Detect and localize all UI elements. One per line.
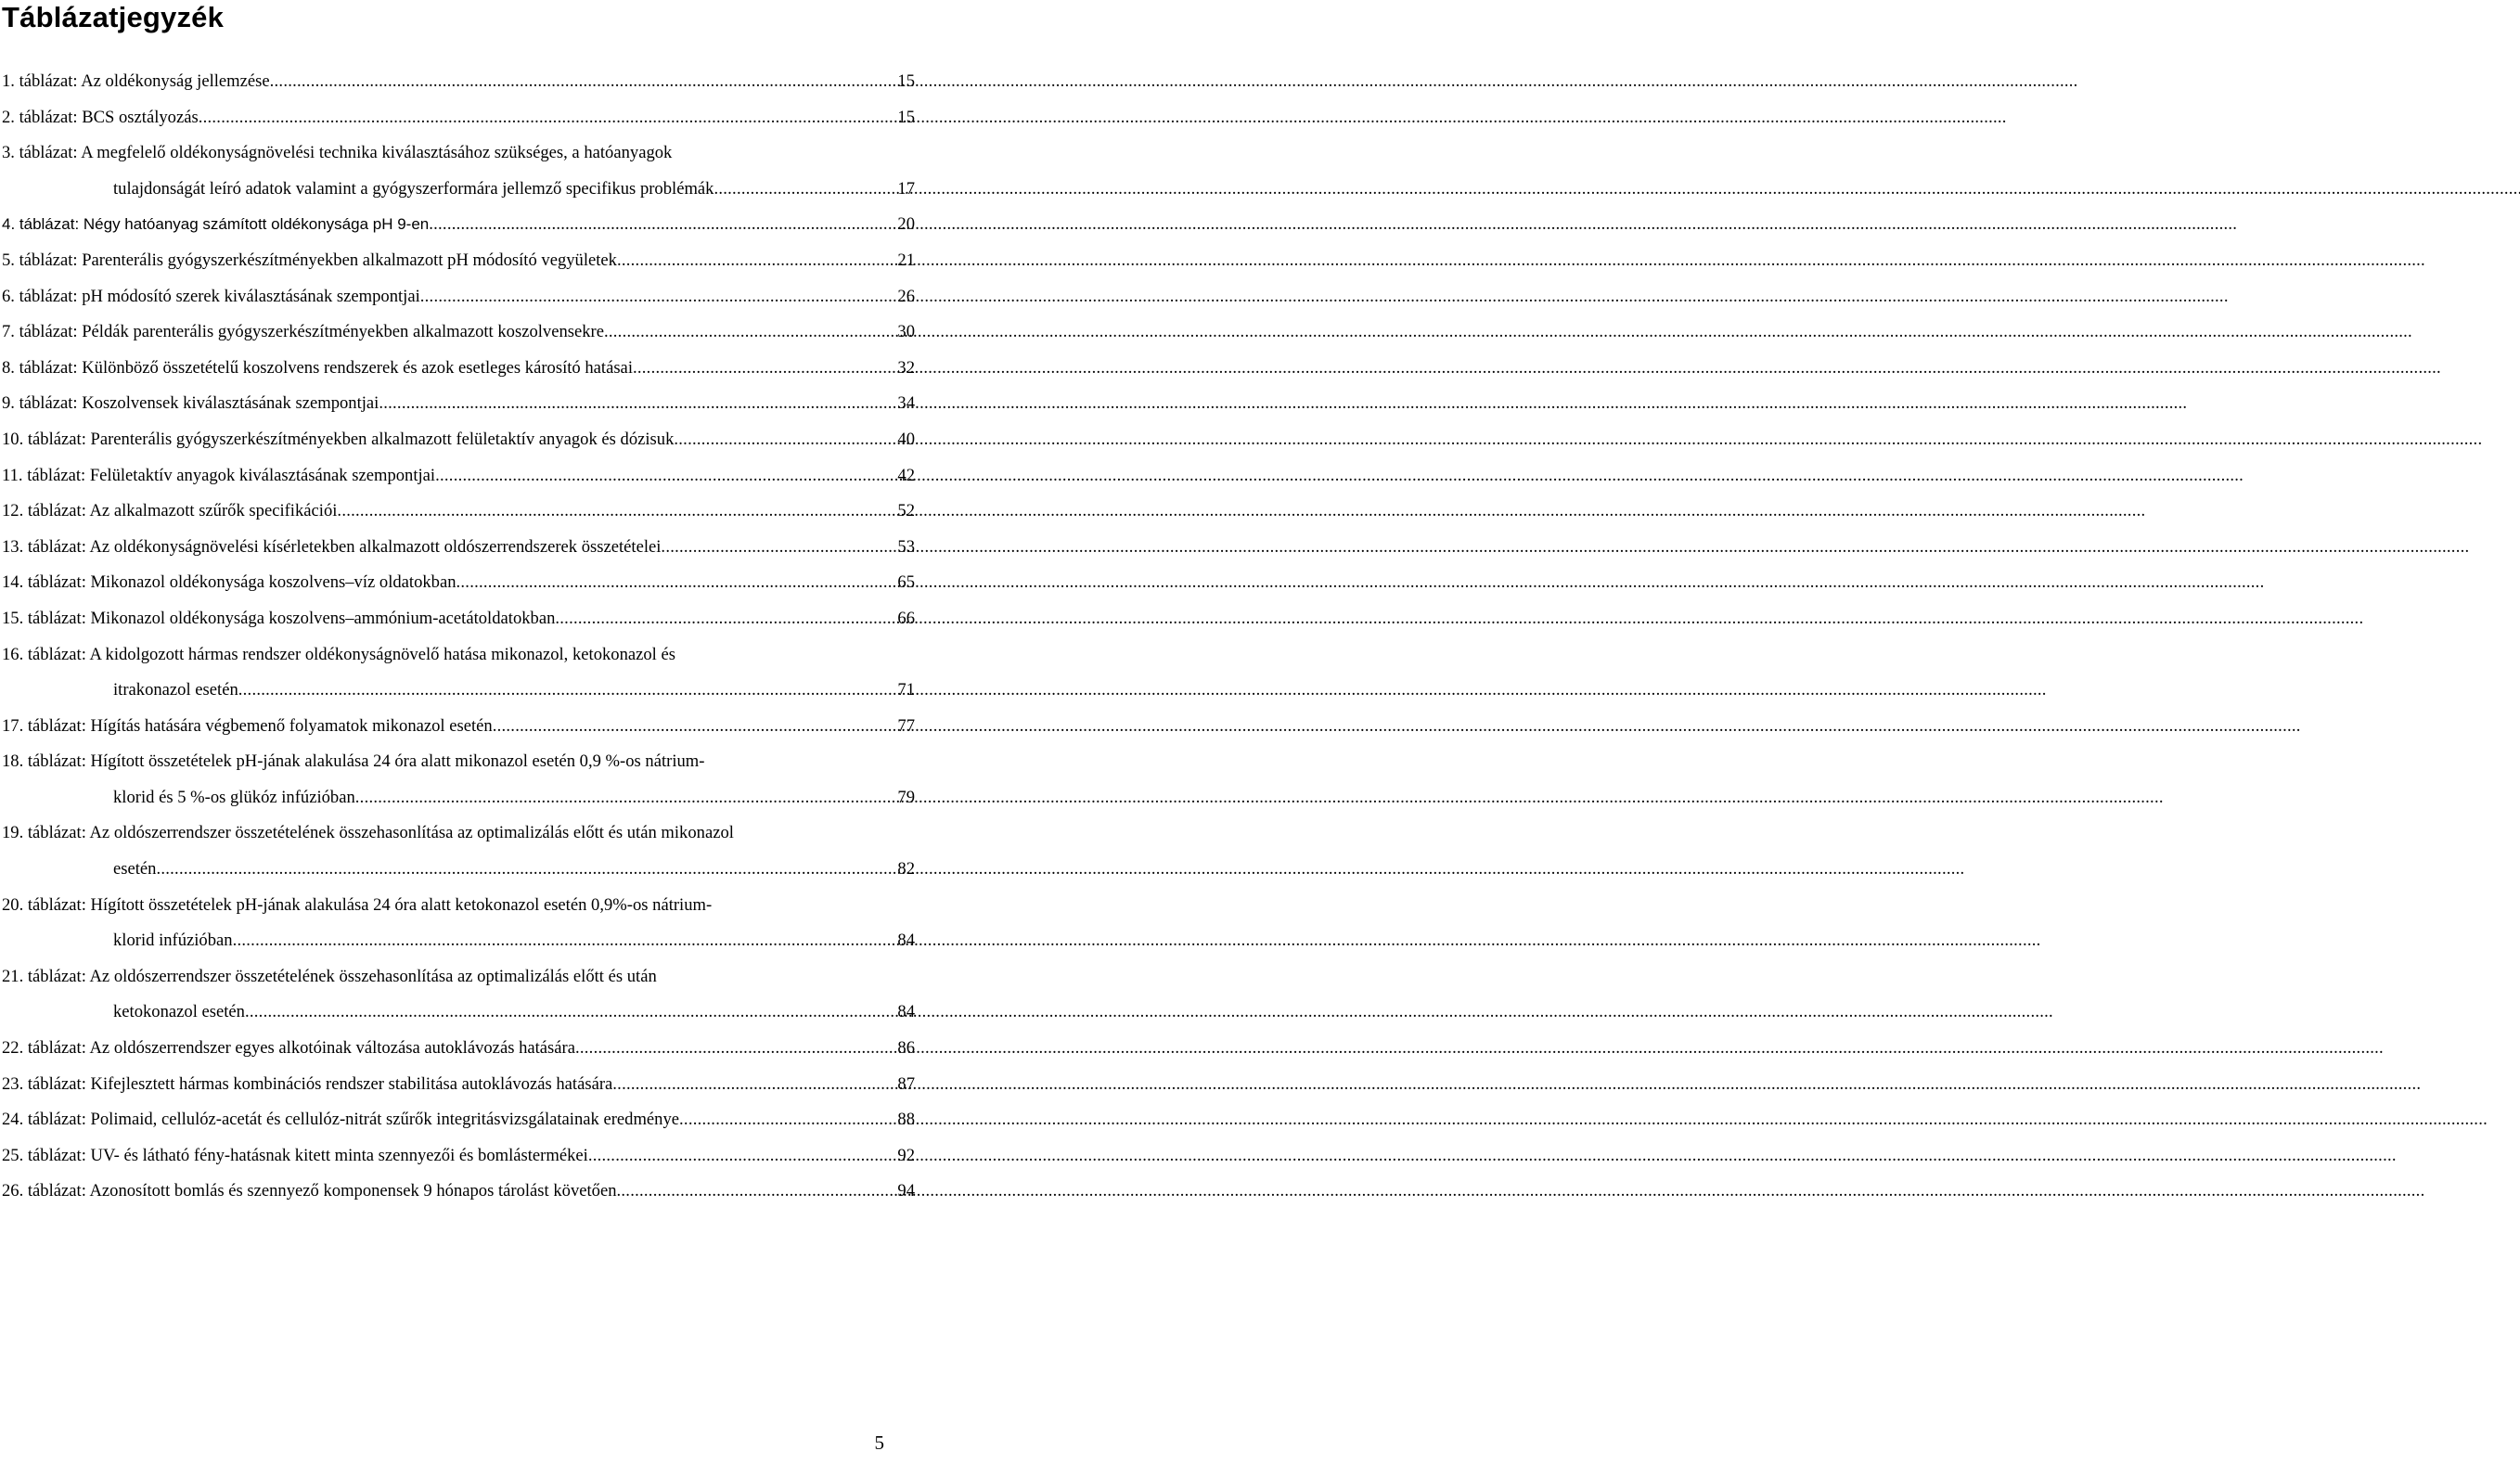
- dot-leader: [456, 565, 852, 601]
- toc-entry-line: [2, 458, 852, 494]
- toc-entry-page: 66: [897, 608, 915, 628]
- dot-leader: [674, 422, 852, 458]
- toc-entry-line: [2, 1031, 852, 1067]
- toc-entry-title: 26. táblázat: Azonosított bomlás és szennyező komponensek 9 hónapos tárolást követően: [2, 1181, 617, 1201]
- toc-entry[interactable]: [0, 1174, 915, 1210]
- toc-entry-line: [2, 386, 852, 422]
- toc-entry-line: [2, 315, 852, 351]
- dot-leader: [575, 1031, 852, 1067]
- table-of-tables: [0, 64, 915, 1210]
- toc-entry-page: 87: [897, 1073, 915, 1094]
- toc-entry[interactable]: [0, 100, 915, 136]
- dot-leader: [604, 315, 852, 351]
- dot-leader: [238, 673, 852, 709]
- toc-entry[interactable]: [0, 207, 915, 243]
- toc-entry-title: tulajdonságát leíró adatok valamint a gyógyszerformára jellemző specifikus problémák: [113, 178, 714, 199]
- toc-entry-title: 22. táblázat: Az oldószerrendszer egyes alkotóinak változása autoklávozás hatására: [2, 1038, 575, 1059]
- toc-entry-title: klorid infúzióban: [113, 931, 233, 951]
- toc-entry-continuation: [113, 780, 852, 816]
- toc-entry-page: 26: [897, 286, 915, 306]
- toc-entry[interactable]: [0, 959, 915, 1031]
- toc-entry[interactable]: [0, 1138, 915, 1175]
- toc-entry-page: 34: [897, 393, 915, 414]
- toc-entry-line: [2, 351, 852, 387]
- dot-leader: [270, 64, 852, 100]
- toc-entry-line: [2, 135, 852, 172]
- toc-entry[interactable]: [0, 243, 915, 279]
- dot-leader: [156, 852, 852, 888]
- toc-entry-line: [2, 744, 852, 780]
- toc-entry-page: 15: [897, 107, 915, 127]
- toc-entry-continuation: [113, 673, 852, 709]
- toc-entry-line: [2, 637, 852, 674]
- toc-entry-line: [2, 243, 852, 279]
- toc-entry[interactable]: [0, 601, 915, 637]
- dot-leader: [612, 1067, 852, 1103]
- toc-entry-title: 7. táblázat: Példák parenterális gyógyszerkészítményekben alkalmazott koszolvensekre: [2, 322, 604, 342]
- toc-entry-title: 14. táblázat: Mikonazol oldékonysága koszolvens–víz oldatokban: [2, 572, 456, 593]
- toc-entry[interactable]: [0, 494, 915, 530]
- toc-entry-title: ketokonazol esetén: [113, 1002, 245, 1022]
- dot-leader: [661, 530, 852, 566]
- toc-entry-line: [2, 494, 852, 530]
- toc-entry-title: itrakonazol esetén: [113, 680, 238, 700]
- toc-entry-line: [2, 709, 852, 745]
- dot-leader: [379, 386, 852, 422]
- dot-leader: [493, 709, 852, 745]
- dot-leader: [420, 279, 852, 315]
- toc-entry-page: 15: [897, 71, 915, 91]
- toc-entry-line: [2, 959, 852, 995]
- dot-leader: [617, 1174, 852, 1210]
- dot-leader: [617, 243, 852, 279]
- toc-entry[interactable]: [0, 565, 915, 601]
- dot-leader: [679, 1102, 852, 1138]
- toc-entry[interactable]: [0, 386, 915, 422]
- dot-leader: [233, 923, 852, 959]
- toc-entry-page: 82: [897, 859, 915, 880]
- toc-entry-title: 5. táblázat: Parenterális gyógyszerkészítményekben alkalmazott pH módosító vegyületek: [2, 250, 617, 270]
- toc-entry-line: [2, 888, 852, 924]
- toc-entry-page: 84: [897, 931, 915, 951]
- toc-entry[interactable]: [0, 135, 915, 207]
- toc-entry-page: 84: [897, 1002, 915, 1022]
- toc-entry-title: 23. táblázat: Kifejlesztett hármas kombinációs rendszer stabilitása autoklávozás hatására: [2, 1073, 613, 1094]
- dot-leader: [337, 494, 852, 530]
- toc-entry-page: 42: [897, 465, 915, 485]
- toc-entry-title: 19. táblázat: Az oldószerrendszer összetételének összehasonlítása az optimalizálás előtt és után mikonazol: [2, 823, 734, 843]
- dot-leader: [714, 172, 852, 208]
- dot-leader: [429, 207, 852, 243]
- toc-entry-title: 18. táblázat: Hígított összetételek pH-jának alakulása 24 óra alatt mikonazol esetén 0,9 %-os nátrium-: [2, 751, 705, 772]
- toc-entry-page: 30: [897, 322, 915, 342]
- toc-entry[interactable]: [0, 815, 915, 887]
- toc-entry-page: 71: [897, 680, 915, 700]
- toc-entry-title: 1. táblázat: Az oldékonyság jellemzése: [2, 71, 270, 91]
- toc-entry-line: [2, 1174, 852, 1210]
- toc-entry-page: 94: [897, 1181, 915, 1201]
- toc-entry-title: 24. táblázat: Polimaid, cellulóz-acetát és cellulóz-nitrát szűrők integritásvizsgálatainak eredménye: [2, 1110, 680, 1130]
- toc-entry-page: 77: [897, 715, 915, 736]
- dot-leader: [245, 995, 852, 1031]
- toc-entry[interactable]: [0, 888, 915, 959]
- toc-entry-continuation: [113, 923, 852, 959]
- dot-leader: [633, 351, 852, 387]
- toc-entry-continuation: [113, 852, 852, 888]
- dot-leader: [588, 1138, 852, 1175]
- toc-entry-line: [2, 1138, 852, 1175]
- dot-leader: [355, 780, 852, 816]
- toc-entry-line: [2, 565, 852, 601]
- toc-entry-title: 4. táblázat: Négy hatóanyag számított oldékonysága pH 9-en: [2, 215, 430, 234]
- toc-entry-continuation: [113, 995, 852, 1031]
- page-title: Táblázatjegyzék: [2, 1, 225, 33]
- toc-entry-title: 2. táblázat: BCS osztályozás: [2, 107, 199, 127]
- toc-entry-title: 10. táblázat: Parenterális gyógyszerkészítményekben alkalmazott felületaktív anyagok és dózisuk: [2, 429, 675, 449]
- toc-entry-title: 16. táblázat: A kidolgozott hármas rendszer oldékonyságnövelő hatása mikonazol, ketokonazol és: [2, 644, 675, 664]
- toc-entry-page: 17: [897, 178, 915, 199]
- toc-entry-line: [2, 207, 852, 243]
- toc-entry-page: 65: [897, 572, 915, 593]
- toc-entry[interactable]: [0, 709, 915, 745]
- dot-leader: [435, 458, 852, 494]
- toc-entry-continuation: [113, 172, 852, 208]
- toc-entry-line: [2, 279, 852, 315]
- toc-entry-title: 20. táblázat: Hígított összetételek pH-jának alakulása 24 óra alatt ketokonazol esetén 0,9%-os nátrium-: [2, 894, 713, 915]
- toc-entry-title: 17. táblázat: Hígítás hatására végbemenő folyamatok mikonazol esetén: [2, 715, 493, 736]
- toc-entry[interactable]: [0, 64, 915, 100]
- toc-entry-title: 15. táblázat: Mikonazol oldékonysága koszolvens–ammónium-acetátoldatokban: [2, 608, 556, 628]
- toc-entry-line: [2, 100, 852, 136]
- toc-entry-line: [2, 422, 852, 458]
- toc-entry-title: 9. táblázat: Koszolvensek kiválasztásának szempontjai: [2, 393, 379, 414]
- toc-entry-title: 21. táblázat: Az oldószerrendszer összetételének összehasonlítása az optimalizálás előtt és után: [2, 966, 657, 986]
- toc-entry-page: 32: [897, 357, 915, 378]
- dot-leader: [555, 601, 852, 637]
- toc-entry-line: [2, 815, 852, 852]
- toc-entry-page: 21: [897, 250, 915, 270]
- toc-entry-page: 52: [897, 501, 915, 521]
- toc-entry[interactable]: [0, 351, 915, 387]
- toc-entry[interactable]: [0, 422, 915, 458]
- toc-entry[interactable]: [0, 458, 915, 494]
- dot-leader: [199, 100, 852, 136]
- toc-entry-page: 92: [897, 1145, 915, 1165]
- toc-entry[interactable]: [0, 530, 915, 566]
- toc-entry[interactable]: [0, 637, 915, 709]
- toc-entry[interactable]: [0, 744, 915, 815]
- toc-entry-title: esetén: [113, 859, 157, 880]
- toc-entry-page: 53: [897, 536, 915, 557]
- toc-entry-page: 20: [897, 214, 915, 235]
- toc-entry-line: [2, 601, 852, 637]
- page-number: 5: [874, 1432, 884, 1454]
- toc-entry[interactable]: [0, 315, 915, 351]
- toc-entry-title: 13. táblázat: Az oldékonyságnövelési kísérletekben alkalmazott oldószerrendszerek összetételei: [2, 536, 662, 557]
- toc-entry-title: 6. táblázat: pH módosító szerek kiválasztásának szempontjai: [2, 286, 420, 306]
- toc-entry-line: [2, 530, 852, 566]
- toc-entry-line: [2, 64, 852, 100]
- toc-entry-title: 8. táblázat: Különböző összetételű koszolvens rendszerek és azok esetleges károsító hatásai: [2, 357, 633, 378]
- toc-entry-page: 40: [897, 429, 915, 449]
- toc-entry-page: 88: [897, 1110, 915, 1130]
- toc-entry-title: klorid és 5 %-os glükóz infúzióban: [113, 787, 355, 807]
- toc-entry-line: [2, 1067, 852, 1103]
- toc-entry-page: 86: [897, 1038, 915, 1059]
- toc-entry[interactable]: [0, 1067, 915, 1103]
- toc-entry[interactable]: [0, 1031, 915, 1067]
- toc-entry-title: 12. táblázat: Az alkalmazott szűrők specifikációi: [2, 501, 338, 521]
- toc-entry-title: 25. táblázat: UV- és látható fény-hatásnak kitett minta szennyezői és bomlástermékei: [2, 1145, 588, 1165]
- toc-entry-page: 79: [897, 787, 915, 807]
- toc-entry-line: [2, 1102, 852, 1138]
- toc-entry-title: 11. táblázat: Felületaktív anyagok kiválasztásának szempontjai: [2, 465, 436, 485]
- toc-entry-title: 3. táblázat: A megfelelő oldékonyságnövelési technika kiválasztásához szükséges, a hatóanyagok: [2, 143, 673, 163]
- toc-entry[interactable]: [0, 279, 915, 315]
- toc-entry[interactable]: [0, 1102, 915, 1138]
